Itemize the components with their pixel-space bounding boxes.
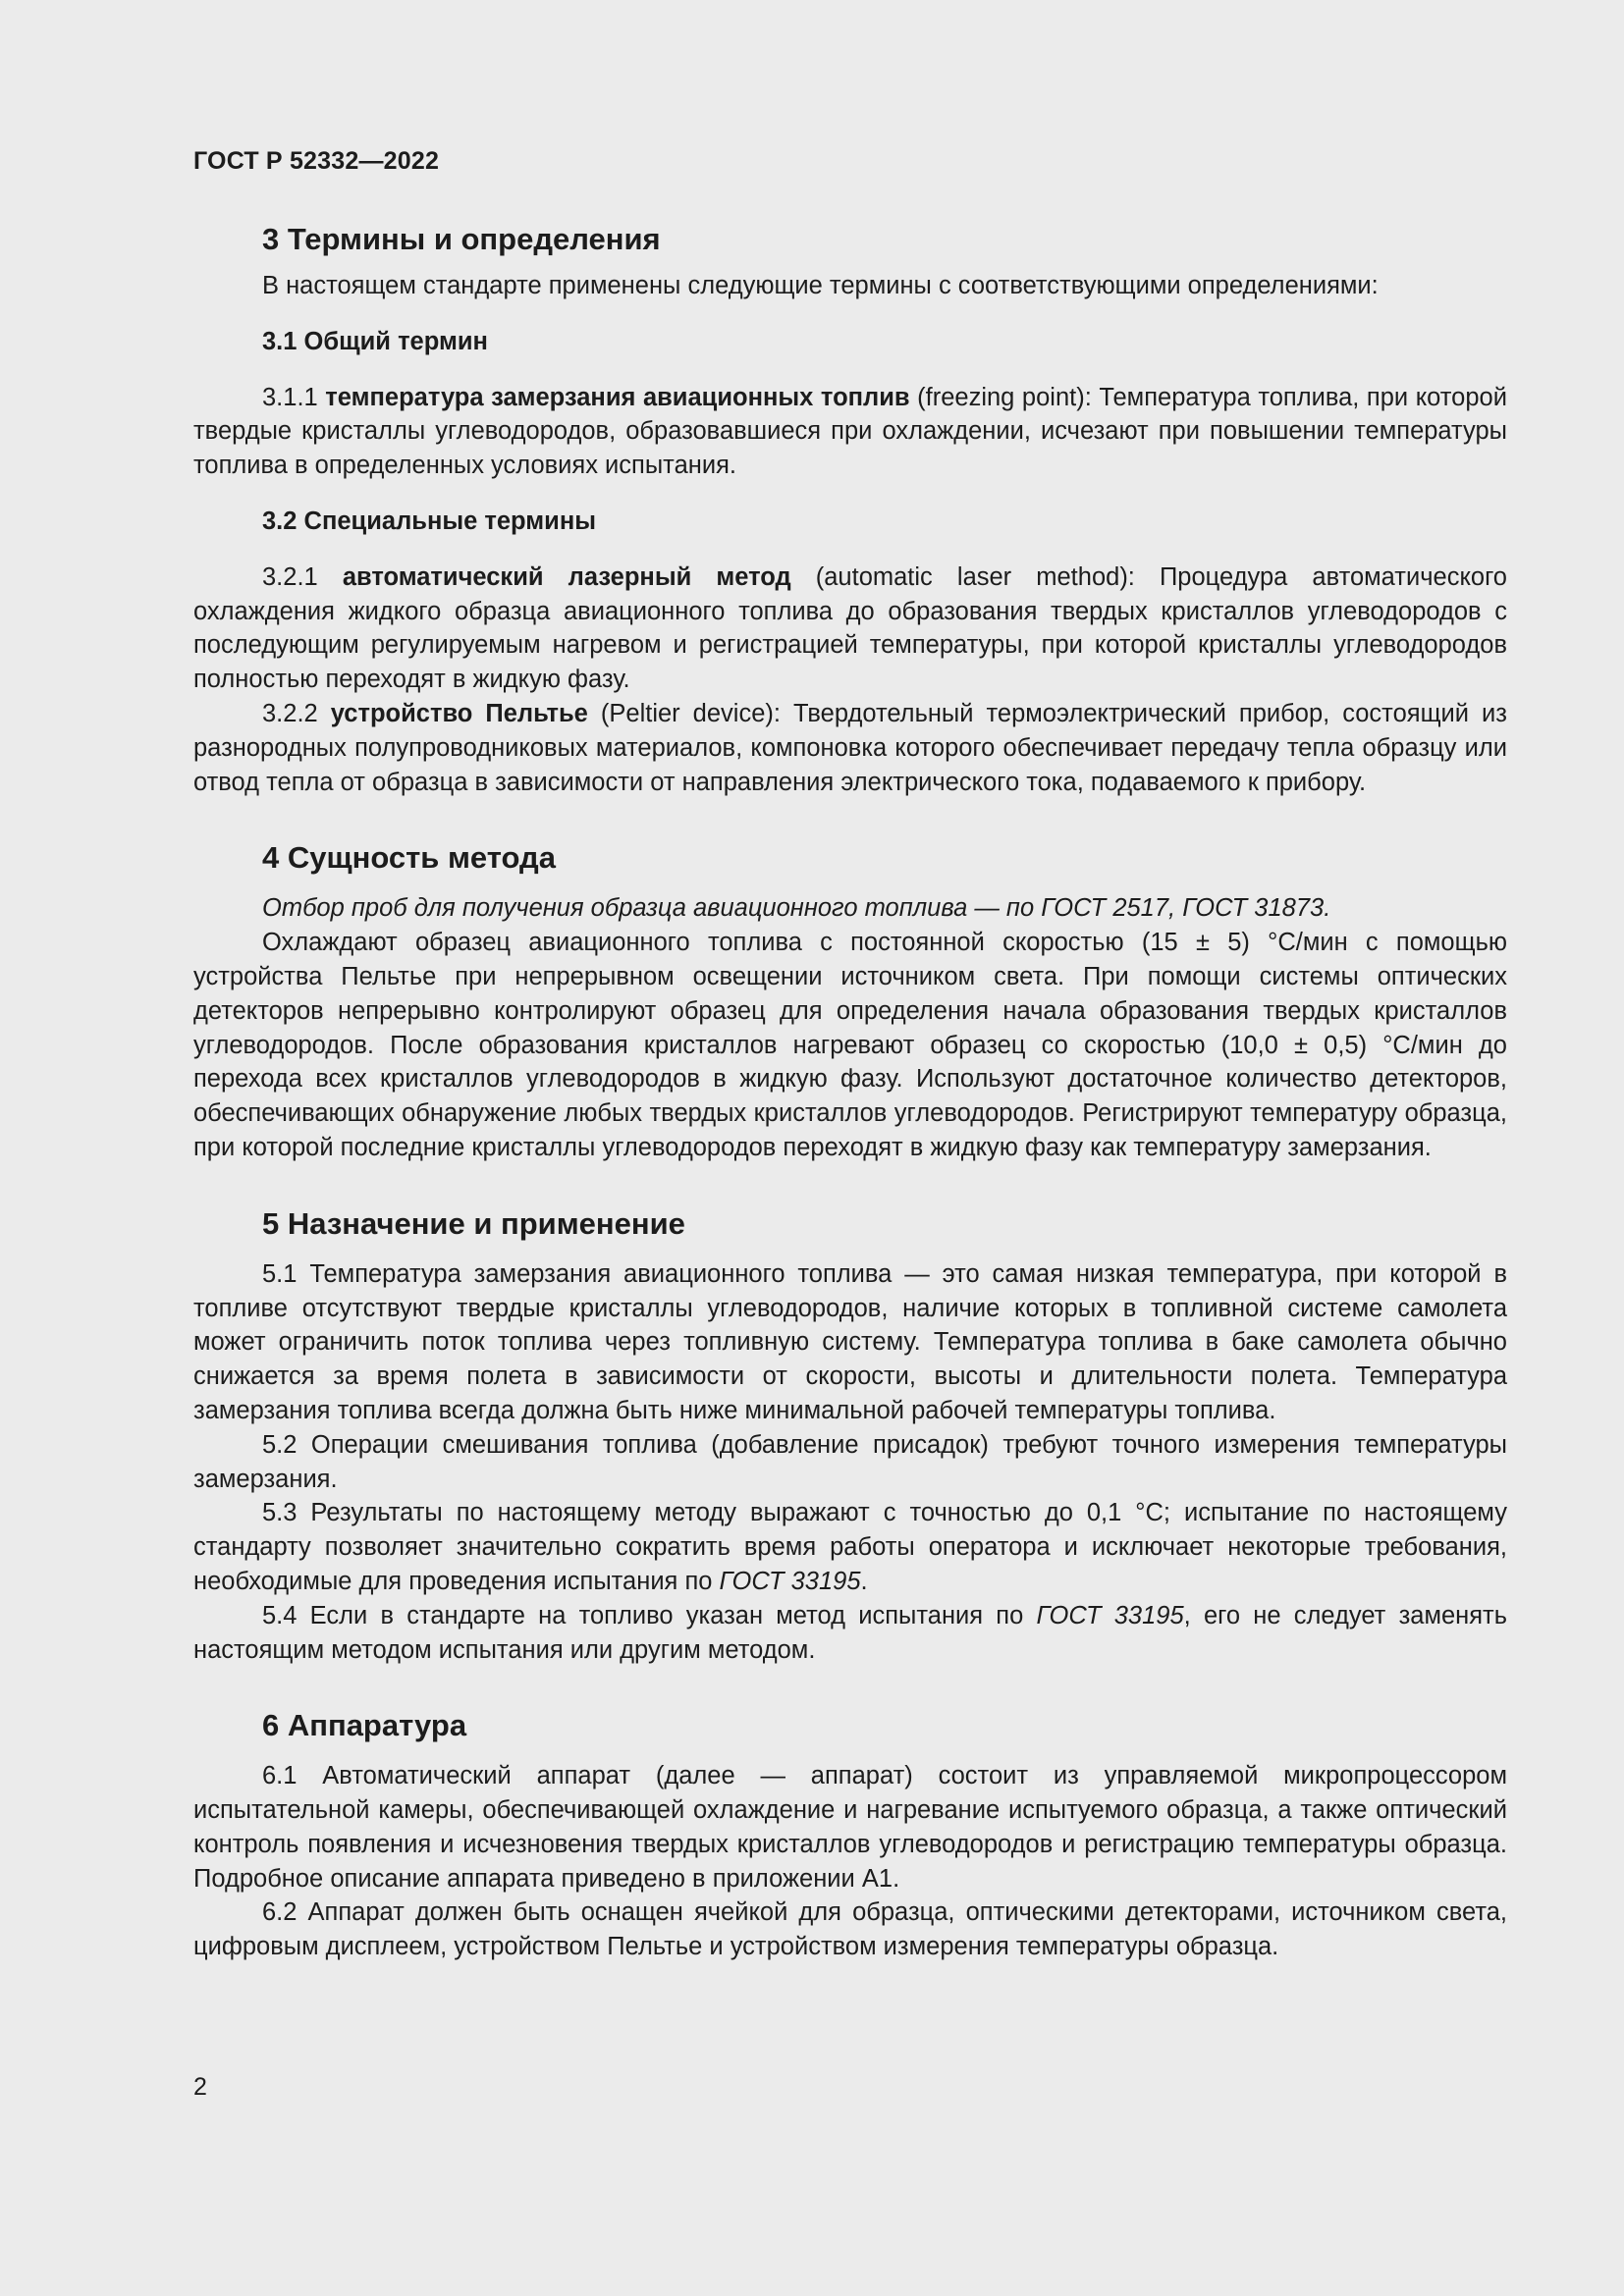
paragraph-5-3: 5.3 Результаты по настоящему методу выражают с точностью до 0,1 °С; испытание по настоящему стандарту позволяет значительно сократить время работы оператора и исключает некоторые требования, необходимые для проведения испытания по ГОСТ 33195. (193, 1499, 1507, 1595)
paragraph-5-4: 5.4 Если в стандарте на топливо указан метод испытания по ГОСТ 33195, его не следует заменять настоящим методом испытания или другим методом. (193, 1601, 1508, 1664)
term-definition: (Peltier device): Твердотельный термоэлектрический прибор, состоящий из разнородных полупроводниковых материалов, компоновка которого обеспечивает передачу тепла образцу или отвод тепла от образца в зависимости от направления электрического тока, подаваемого к прибору. (193, 699, 1507, 796)
paragraph-5-1: 5.1 Температура замерзания авиационного топлива — это самая низкая температура, при которой в топливе отсутствуют твердые кристаллы углеводородов, наличие которых в топливной системе самолета может ограничить поток топлива через топливную систему. Температура топлива в баке самолета обычно снижается за время полета в зависимости от скорости, высоты и длительности полета. Температура замерзания топлива всегда должна быть ниже минимальной рабочей температуры топлива. (193, 1259, 1507, 1424)
term-3-2-2 (193, 697, 1507, 799)
page-content (193, 218, 1507, 1964)
term-definition: (freezing point): Температура топлива, при которой твердые кристаллы углеводородов, образовавшиеся при охлаждении, исчезают при повышении температуры топлива в определенных условиях испытания. (193, 383, 1507, 480)
standard-reference: ГОСТ 33195 (1036, 1601, 1184, 1629)
standard-reference: ГОСТ 33195 (719, 1567, 861, 1595)
term-number: 3.1.1 (262, 383, 326, 411)
section-3-title: 3 Термины и определения (262, 222, 661, 256)
section-6-title: 6 Аппаратура (262, 1708, 467, 1743)
paragraph-6-1: 6.1 Автоматический аппарат (далее — аппарат) состоит из управляемой микропроцессором испытательной камеры, обеспечивающей охлаждение и нагревание испытуемого образца, а также оптический контроль появления и исчезновения твердых кристаллов углеводородов и регистрацию температуры образца. Подробное описание аппарата приведено в приложении А1. (193, 1762, 1507, 1893)
document-header: ГОСТ Р 52332—2022 (193, 147, 440, 175)
term-3-1-1 (193, 381, 1507, 483)
page-number: 2 (193, 2073, 207, 2101)
paragraph-5-2: 5.2 Операции смешивания топлива (добавление присадок) требуют точного измерения температуры замерзания. (193, 1430, 1507, 1493)
section-5-title: 5 Назначение и применение (262, 1205, 685, 1241)
term-3-2-1 (193, 561, 1507, 697)
sampling-note: Отбор проб для получения образца авиационного топлива — по ГОСТ 2517, ГОСТ 31873. (262, 894, 1331, 923)
section-3-intro: В настоящем стандарте применены следующие термины с соответствующими определениями: (262, 272, 1379, 299)
term-name: температура замерзания авиационных топлив (325, 383, 910, 411)
subsection-3-2-title: 3.2 Специальные термины (262, 507, 597, 535)
section-4-title: 4 Сущность метода (262, 840, 556, 876)
term-name: устройство Пельтье (330, 699, 588, 727)
term-number: 3.2.1 (262, 562, 343, 591)
method-description: Охлаждают образец авиационного топлива с постоянной скоростью (15 ± 5) °С/мин с помощью устройства Пельтье при непрерывном освещении источником света. При помощи системы оптических детекторов непрерывно контролируют образец для определения начала образования твердых кристаллов углеводородов. После образования кристаллов нагревают образец со скоростью (10,0 ± 0,5) °С/мин до перехода всех кристаллов углеводородов в жидкую фазу. Используют достаточное количество детекторов, обеспечивающих обнаружение любых твердых кристаллов углеводородов. Регистрируют температуру образца, при которой последние кристаллы углеводородов переходят в жидкую фазу как температуру замерзания. (193, 929, 1507, 1161)
term-name: автоматический лазерный метод (342, 562, 791, 591)
subsection-3-1-title: 3.1 Общий термин (262, 327, 488, 355)
term-number: 3.2.2 (262, 699, 331, 727)
term-definition: (automatic laser method): Процедура автоматического охлаждения жидкого образца авиационного топлива до образования твердых кристаллов углеводородов с последующим регулируемым нагревом и регистрацией температуры, при которой кристаллы углеводородов полностью переходят в жидкую фазу. (193, 562, 1507, 694)
paragraph-6-2: 6.2 Аппарат должен быть оснащен ячейкой для образца, оптическими детекторами, источником света, цифровым дисплеем, устройством Пельтье и устройством измерения температуры образца. (193, 1898, 1507, 1961)
